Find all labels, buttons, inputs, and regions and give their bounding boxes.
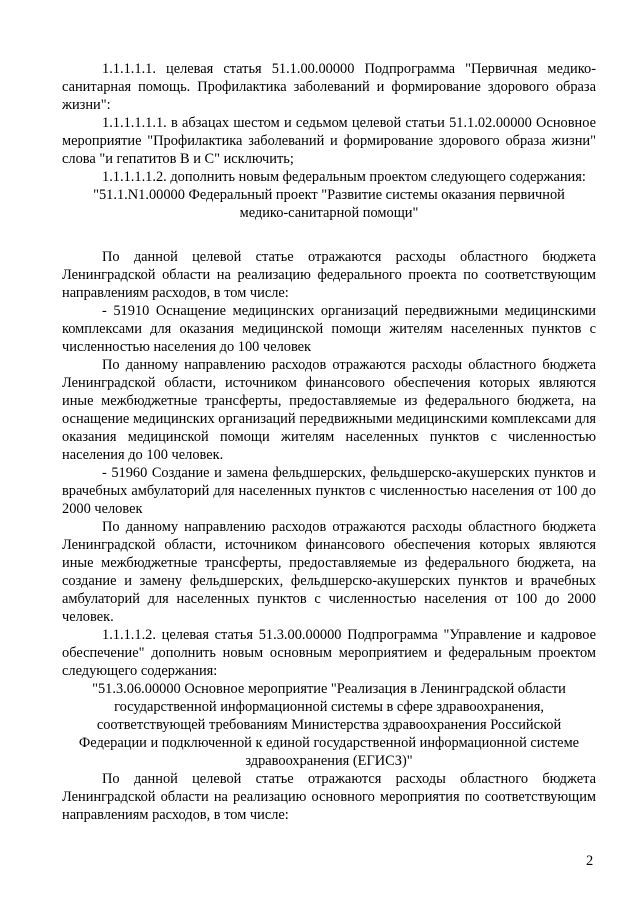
paragraph-3: 1.1.1.1.1.2. дополнить новым федеральным проектом следующего содержания: xyxy=(102,169,586,185)
paragraph-9: По данному направлению расходов отражаются расходы областного бюджета Ленинградской области, источником финансового обеспечения которых являются иные межбюджетные трансферты, предоставляемые из федерального бюджета, на создание и замену фельдшерских, фельдшерско-акушерских пунктов и врачебных амбулаторий для населенных пунктов с численностью населения от 100 до 2000 человек. xyxy=(62,519,596,625)
list-item-51910: - 51910 Оснащение медицинских организаций передвижными медицинскими комплексами для оказания медицинской помощи жителям населенных пунктов с численностью населения до 100 человек xyxy=(62,303,596,355)
page-number: 2 xyxy=(586,853,594,869)
paragraph-7: По данному направлению расходов отражаются расходы областного бюджета Ленинградской области, источником финансового обеспечения которых являются иные межбюджетные трансферты, предоставляемые из федерального бюджета, на оснащение медицинских организаций передвижными медицинскими комплексами для оказания медицинской помощи жителям населенных пунктов с численностью населения до 100 человек. xyxy=(62,357,596,463)
paragraph-2: 1.1.1.1.1.1. в абзацах шестом и седьмом целевой статьи 51.1.02.00000 Основное мероприятие "Профилактика заболеваний и формирование здорового образа жизни" слова "и гепатитов В и С" исключить; xyxy=(62,115,596,167)
list-item-51960: - 51960 Создание и замена фельдшерских, фельдшерско-акушерских пунктов и врачебных амбулаторий для населенных пунктов с численностью населения от 100 до 2000 человек xyxy=(62,465,596,517)
main-activity-heading: "51.3.06.00000 Основное мероприятие "Реализация в Ленинградской области государственной информационной системы в сфере здравоохранения, соответствующей требованиям Министерства здравоохранения Российской Федерации и подключенной к единой государственной информационной системе здравоохранения (ЕГИСЗ)" xyxy=(78,681,580,769)
document-body xyxy=(62,60,596,824)
paragraph-10: 1.1.1.1.2. целевая статья 51.3.00.00000 Подпрограмма "Управление и кадровое обеспечение" дополнить новым основным мероприятием и федеральным проектом следующего содержания: xyxy=(62,627,596,679)
paragraph-5: По данной целевой статье отражаются расходы областного бюджета Ленинградской области на реализацию федерального проекта по соответствующим направлениям расходов, в том числе: xyxy=(62,249,596,301)
paragraph-1: 1.1.1.1.1. целевая статья 51.1.00.00000 Подпрограмма "Первичная медико-санитарная помощь. Профилактика заболеваний и формирование здорового образа жизни": xyxy=(62,61,596,113)
spacer xyxy=(62,222,596,248)
paragraph-12: По данной целевой статье отражаются расходы областного бюджета Ленинградской области на реализацию основного мероприятия по соответствующим направлениям расходов, в том числе: xyxy=(62,771,596,823)
federal-project-heading: "51.1.N1.00000 Федеральный проект "Развитие системы оказания первичной медико-санитарной помощи" xyxy=(93,187,565,221)
